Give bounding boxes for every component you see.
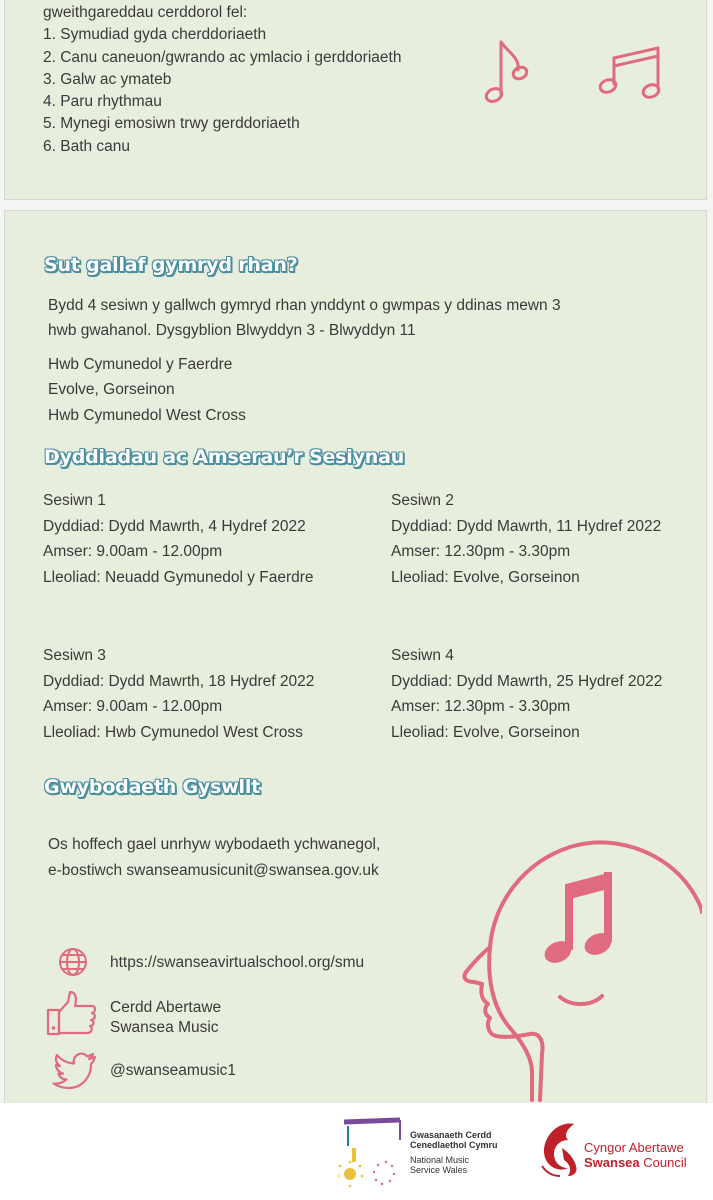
nmsw-logo-text [410, 1130, 498, 1176]
session-block-2 [391, 488, 661, 590]
session-location: Lleoliad: Evolve, Gorseinon [391, 723, 580, 741]
music-note-icon [480, 36, 532, 106]
participate-heading: Sut gallaf gymryd rhan? [44, 254, 298, 276]
session-block-4 [391, 643, 662, 745]
activity-item: 3. Galw ac ymateb [43, 70, 172, 88]
activities-list [43, 2, 401, 158]
activity-item: 4. Paru rhythmau [43, 93, 162, 111]
website-link[interactable]: https://swanseavirtualschool.org/smu [110, 954, 365, 971]
sessions-heading: Dyddiadau ac Amserau’r Sesiynau [44, 446, 405, 468]
location-item: Hwb Cymunedol y Faerdre [48, 356, 233, 373]
activity-item: 1. Symudiad gyda cherddoriaeth [43, 26, 267, 44]
nmsw-logo-icon [338, 1116, 410, 1188]
council-logo-text [584, 1140, 687, 1170]
activities-intro: gweithgareddau cerddorol fel: [43, 4, 248, 21]
session-time: Amser: 9.00am - 12.00pm [43, 698, 223, 716]
council-name-en-bold: Swansea [584, 1155, 640, 1170]
contact-text-1: Os hoffech gael unrhyw wybodaeth ychwanegol, [48, 836, 381, 853]
nmsw-name-cy-2: Cenedlaethol Cymru [410, 1140, 498, 1151]
session-location: Lleoliad: Neuadd Gymunedol y Faerdre [43, 568, 314, 586]
beamed-notes-icon [596, 44, 666, 104]
session-location: Lleoliad: Evolve, Gorseinon [391, 568, 580, 586]
twitter-icon [52, 1051, 98, 1091]
activity-item: 2. Canu caneuon/gwrando ac ymlacio i gerddoriaeth [43, 48, 402, 66]
session-title: Sesiwn 4 [391, 647, 454, 664]
head-music-illustration [462, 832, 702, 1102]
council-dragon-icon [536, 1118, 584, 1178]
location-item: Evolve, Gorseinon [48, 381, 175, 398]
session-time: Amser: 12.30pm - 3.30pm [391, 543, 571, 561]
council-name-en [584, 1155, 687, 1170]
contact-email[interactable]: e-bostiwch swanseamusicunit@swansea.gov.uk [48, 862, 379, 879]
globe-icon [57, 946, 89, 978]
session-time: Amser: 12.30pm - 3.30pm [391, 698, 571, 716]
session-date: Dyddiad: Dydd Mawrth, 25 Hydref 2022 [391, 672, 663, 690]
session-time: Amser: 9.00am - 12.00pm [43, 543, 223, 561]
activity-item: 6. Bath canu [43, 137, 131, 155]
council-name-en-rest: Council [639, 1155, 687, 1170]
participate-text-1: Bydd 4 sesiwn y gallwch gymryd rhan ynddynt o gwmpas y ddinas mewn 3 [48, 297, 561, 314]
facebook-name-en[interactable]: Swansea Music [110, 1019, 219, 1036]
session-block-1 [43, 488, 314, 590]
contact-heading: Gwybodaeth Gyswllt [44, 776, 261, 798]
council-name-cy: Cyngor Abertawe [584, 1140, 684, 1155]
session-block-3 [43, 643, 314, 745]
nmsw-name-en-1: National Music [410, 1154, 470, 1165]
twitter-handle[interactable]: @swanseamusic1 [110, 1062, 237, 1079]
participate-text-2: hwb gwahanol. Dysgyblion Blwyddyn 3 - Blwyddyn 11 [48, 322, 416, 339]
location-item: Hwb Cymunedol West Cross [48, 407, 246, 424]
facebook-name-cy[interactable]: Cerdd Abertawe [110, 999, 222, 1016]
thumbs-up-icon [46, 990, 98, 1038]
activity-item: 5. Mynegi emosiwn trwy gerddoriaeth [43, 115, 300, 133]
session-location: Lleoliad: Hwb Cymunedol West Cross [43, 723, 303, 741]
session-date: Dyddiad: Dydd Mawrth, 4 Hydref 2022 [43, 517, 306, 535]
session-title: Sesiwn 2 [391, 492, 454, 509]
nmsw-name-en-2: Service Wales [410, 1165, 468, 1176]
session-title: Sesiwn 3 [43, 647, 106, 664]
session-date: Dyddiad: Dydd Mawrth, 18 Hydref 2022 [43, 672, 315, 690]
session-date: Dyddiad: Dydd Mawrth, 11 Hydref 2022 [391, 517, 662, 535]
session-title: Sesiwn 1 [43, 492, 106, 509]
nmsw-name-cy-1: Gwasanaeth Cerdd [410, 1130, 492, 1140]
